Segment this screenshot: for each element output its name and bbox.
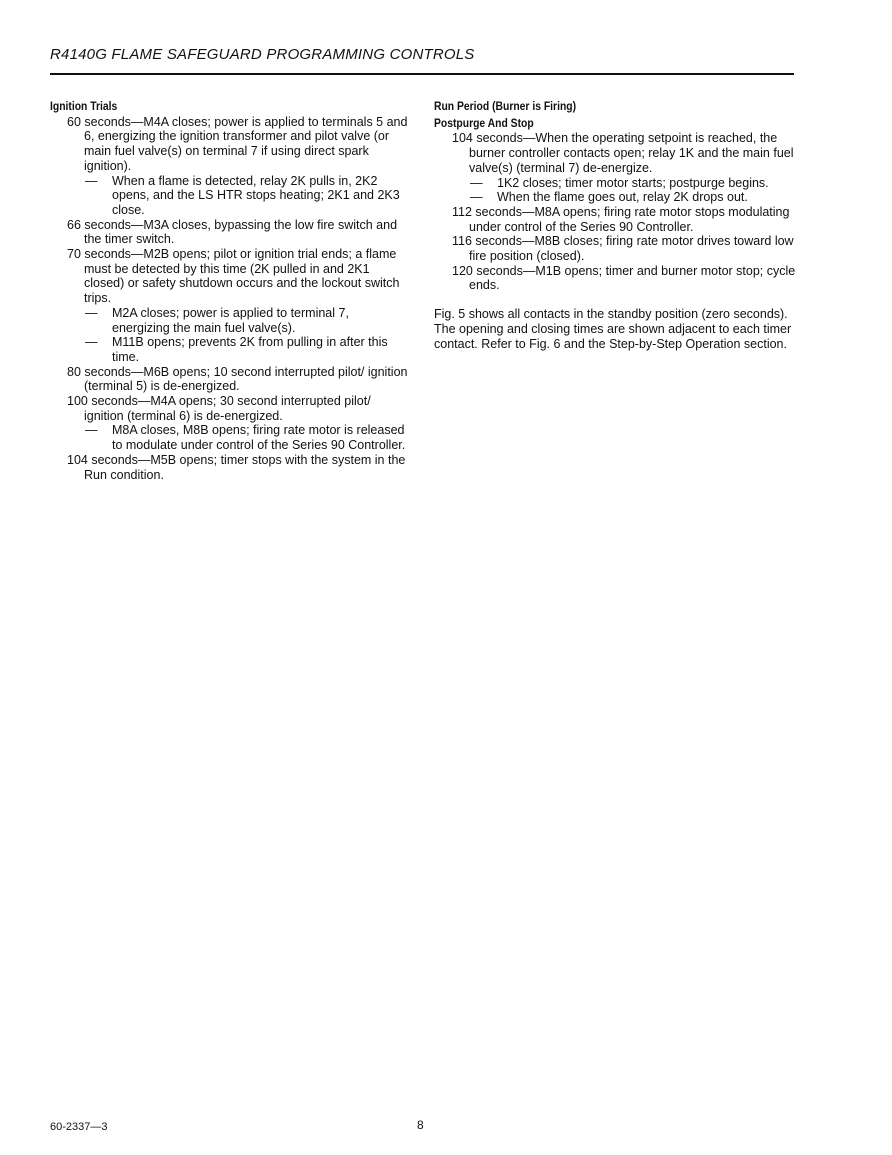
body-paragraph: Fig. 5 shows all contacts in the standby position (zero seconds). The opening and closing times are shown adjacent to each timer contact. Refer to Fig. 6 and the Step-by-Step Operation section. <box>434 307 792 351</box>
dash-marker: — <box>470 190 483 205</box>
list-item: 104 seconds—M5B opens; timer stops with the system in the Run condition. <box>67 452 406 482</box>
dash-marker: — <box>85 423 98 438</box>
sub-list-item <box>452 190 796 205</box>
list-item: 70 seconds—M2B opens; pilot or ignition trial ends; a flame must be detected by this time (2K pulled in and 2K1 closed) or safety shutdown occurs and the lockout switch trips. <box>67 247 400 306</box>
sub-item-text: M8A closes, M8B opens; firing rate motor is released to modulate under control of the Series 90 Controller. <box>112 423 406 453</box>
header-title: R4140G FLAME SAFEGUARD PROGRAMMING CONTROLS <box>50 46 475 63</box>
sub-list-item <box>67 423 410 452</box>
sub-item-text: When a flame is detected, relay 2K pulls in, 2K2 opens, and the LS HTR stops heating; 2K1 and 2K3 close. <box>112 173 400 217</box>
header-rule <box>50 73 794 75</box>
sub-list-item <box>67 335 410 364</box>
dash-marker: — <box>470 175 483 190</box>
list-item: 116 seconds—M8B closes; firing rate motor drives toward low fire position (closed). <box>452 234 794 264</box>
left-column <box>50 98 410 482</box>
list-item: 104 seconds—When the operating setpoint is reached, the burner controller contacts open; relay 1K and the main fuel valve(s) (terminal 7) de-energize. <box>452 131 794 175</box>
list-item: 100 seconds—M4A opens; 30 second interrupted pilot/ ignition (terminal 6) is de-energized. <box>67 394 371 423</box>
list-item: 80 seconds—M6B opens; 10 second interrupted pilot/ ignition (terminal 5) is de-energized. <box>67 364 408 394</box>
section-heading-postpurge: Postpurge And Stop <box>434 117 534 130</box>
sub-item-text: 1K2 closes; timer motor starts; postpurge begins. <box>497 175 769 190</box>
page-number: 8 <box>417 1118 424 1132</box>
list-item: 120 seconds—M1B opens; timer and burner motor stop; cycle ends. <box>452 263 796 293</box>
section-heading-ignition-trials: Ignition Trials <box>50 101 118 113</box>
list-item: 60 seconds—M4A closes; power is applied to terminals 5 and 6, energizing the ignition transformer and pilot valve (or main fuel valve(s) on terminal 7 if using direct spark ignition). <box>67 114 408 173</box>
dash-marker: — <box>85 335 98 350</box>
section-heading-run-period: Run Period (Burner is Firing) <box>434 101 577 113</box>
document-number: 60-2337—3 <box>50 1121 108 1133</box>
right-column <box>434 98 796 351</box>
sub-item-text: When the flame goes out, relay 2K drops out. <box>497 190 748 205</box>
sub-list-item <box>67 306 410 335</box>
sub-item-text: M2A closes; power is applied to terminal 7, energizing the main fuel valve(s). <box>112 305 349 335</box>
list-item: 66 seconds—M3A closes, bypassing the low fire switch and the timer switch. <box>67 217 398 247</box>
sub-list-item <box>452 176 796 191</box>
list-item: 112 seconds—M8A opens; firing rate motor stops modulating under control of the Series 90 Controller. <box>452 204 790 234</box>
sub-list-item <box>67 174 410 218</box>
sub-item-text: M11B opens; prevents 2K from pulling in after this time. <box>112 335 388 364</box>
dash-marker: — <box>85 173 98 188</box>
dash-marker: — <box>85 305 98 320</box>
